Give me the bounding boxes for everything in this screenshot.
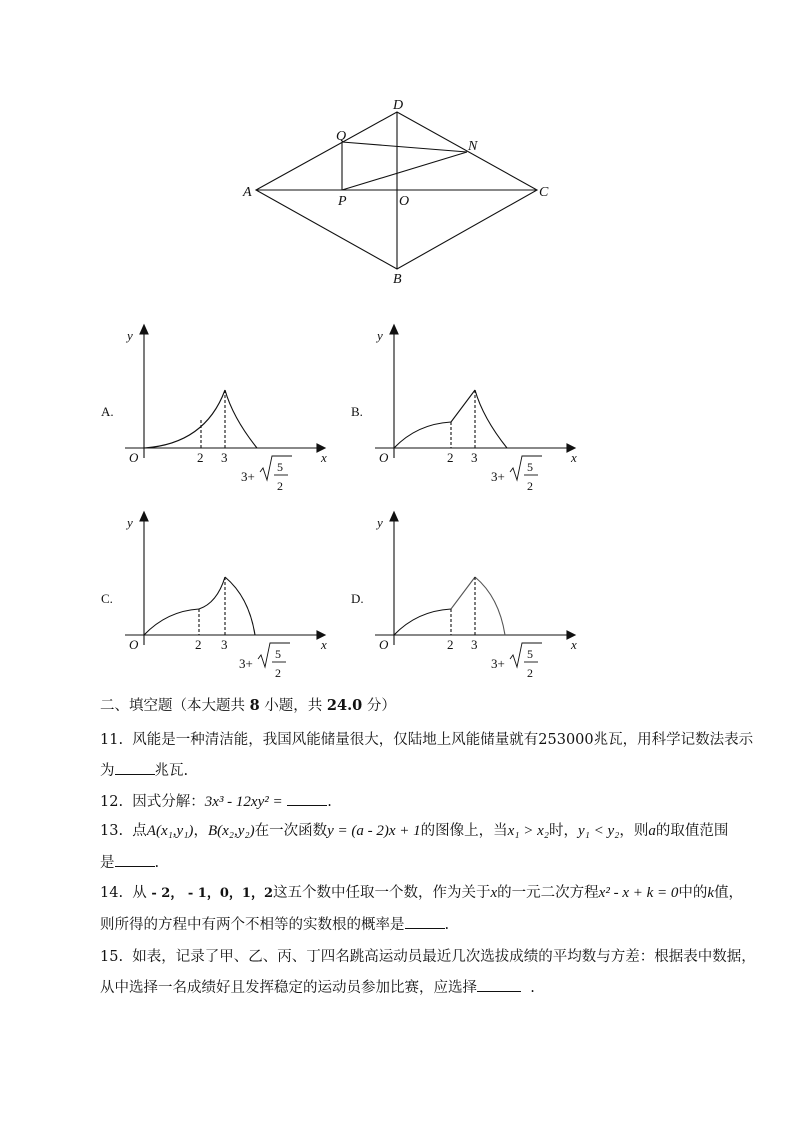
question-number: 13.: [100, 823, 124, 839]
curve-c: [144, 609, 199, 635]
question-12: 12. 因式分解：3x³ - 12xy² = .: [100, 791, 740, 812]
tick-end-int: 3+: [239, 656, 253, 671]
tick-2: 2: [197, 450, 204, 465]
axis-x-label: x: [321, 450, 327, 465]
value-253000: 253000: [538, 732, 594, 748]
label-q: Q: [336, 129, 347, 144]
answer-blank[interactable]: [115, 760, 155, 775]
axis-y-label: y: [127, 328, 133, 343]
question-number: 11.: [100, 732, 124, 748]
section-heading: 二、填空题（本大题共 8 小题，共 24.0 分）: [100, 697, 396, 714]
axis-x-label: x: [321, 637, 327, 652]
question-13-line2: 是 .: [100, 852, 740, 873]
curve-b: [394, 422, 451, 448]
option-label: A.: [101, 404, 114, 419]
label-p: P: [338, 194, 347, 209]
graph-option-a: [95, 320, 335, 500]
axis-x-label: x: [571, 450, 577, 465]
question-11-line2: 为 兆瓦.: [100, 760, 740, 781]
question-14: 14. 从 - 2， - 1，0，1，2这五个数中任取一个数，作为关于x的一元二次方程x² - x + k = 0中的k值，: [100, 885, 744, 901]
tick-3: 3: [471, 637, 478, 652]
axis-y-label: y: [127, 515, 133, 530]
tick-2: 2: [195, 637, 202, 652]
question-15: 15. 如表，记录了甲、乙、丙、丁四名跳高运动员最近几次选拔成绩的平均数与方差：根据表中数据，: [100, 949, 756, 965]
answer-blank[interactable]: [477, 977, 521, 992]
tick-3: 3: [471, 450, 478, 465]
tick-2: 2: [447, 637, 454, 652]
label-c: C: [539, 185, 549, 200]
axis-y-label: y: [377, 515, 383, 530]
label-n: N: [468, 139, 478, 154]
question-number: 14.: [100, 885, 124, 901]
answer-blank[interactable]: [287, 791, 327, 806]
origin-label: O: [129, 450, 139, 465]
tick-end-den: 2: [277, 479, 283, 493]
graph-option-d: [345, 507, 585, 687]
question-number: 15.: [100, 949, 124, 965]
curve-a: [144, 390, 225, 448]
tick-end-int: 3+: [241, 469, 255, 484]
axis-x-label: x: [571, 637, 577, 652]
question-13: 13. 点A(x₁,y₁)，B(x₂,y₂)在一次函数y = (a - 2)x + 1的图像上，当x₁ > x₂时，y₁ < y₂，则a的取值范围: [100, 823, 729, 839]
tick-end-den: 2: [527, 479, 533, 493]
option-label: B.: [351, 404, 363, 419]
label-d: D: [393, 98, 404, 113]
segment-qn: [342, 142, 467, 152]
tick-end-num: 5: [277, 460, 283, 474]
expression: 3x³ - 12xy² =: [204, 794, 283, 810]
rhombus-figure: [0, 0, 794, 300]
option-label: D.: [351, 591, 364, 606]
tick-3: 3: [221, 450, 228, 465]
origin-label: O: [379, 637, 389, 652]
origin-label: O: [129, 637, 139, 652]
label-o: O: [399, 194, 410, 209]
label-a: A: [243, 185, 252, 200]
graph-option-b: [345, 320, 585, 500]
question-number: 12.: [100, 794, 124, 810]
segment-pn: [342, 152, 467, 190]
question-14-line2: 则所得的方程中有两个不相等的实数根的概率是 .: [100, 914, 740, 935]
tick-2: 2: [447, 450, 454, 465]
tick-end-int: 3+: [491, 469, 505, 484]
curve-d: [394, 609, 451, 635]
label-b: B: [393, 272, 402, 287]
tick-end-num: 5: [275, 647, 281, 661]
curve-a-tail: [225, 390, 257, 448]
tick-end-num: 5: [527, 460, 533, 474]
question-11: 11. 风能是一种清洁能，我国风能储量很大，仅陆地上风能储量就有253000兆瓦，用科学记数法表示: [100, 732, 754, 748]
tick-end-den: 2: [275, 666, 281, 680]
option-label: C.: [101, 591, 113, 606]
tick-3: 3: [221, 637, 228, 652]
answer-blank[interactable]: [115, 852, 155, 867]
graph-option-c: [95, 507, 335, 687]
answer-blank[interactable]: [405, 914, 445, 929]
tick-end-den: 2: [527, 666, 533, 680]
question-15-line2: 从中选择一名成绩好且发挥稳定的运动员参加比赛，应选择 .: [100, 977, 740, 998]
tick-end-int: 3+: [491, 656, 505, 671]
tick-end-num: 5: [527, 647, 533, 661]
origin-label: O: [379, 450, 389, 465]
axis-y-label: y: [377, 328, 383, 343]
